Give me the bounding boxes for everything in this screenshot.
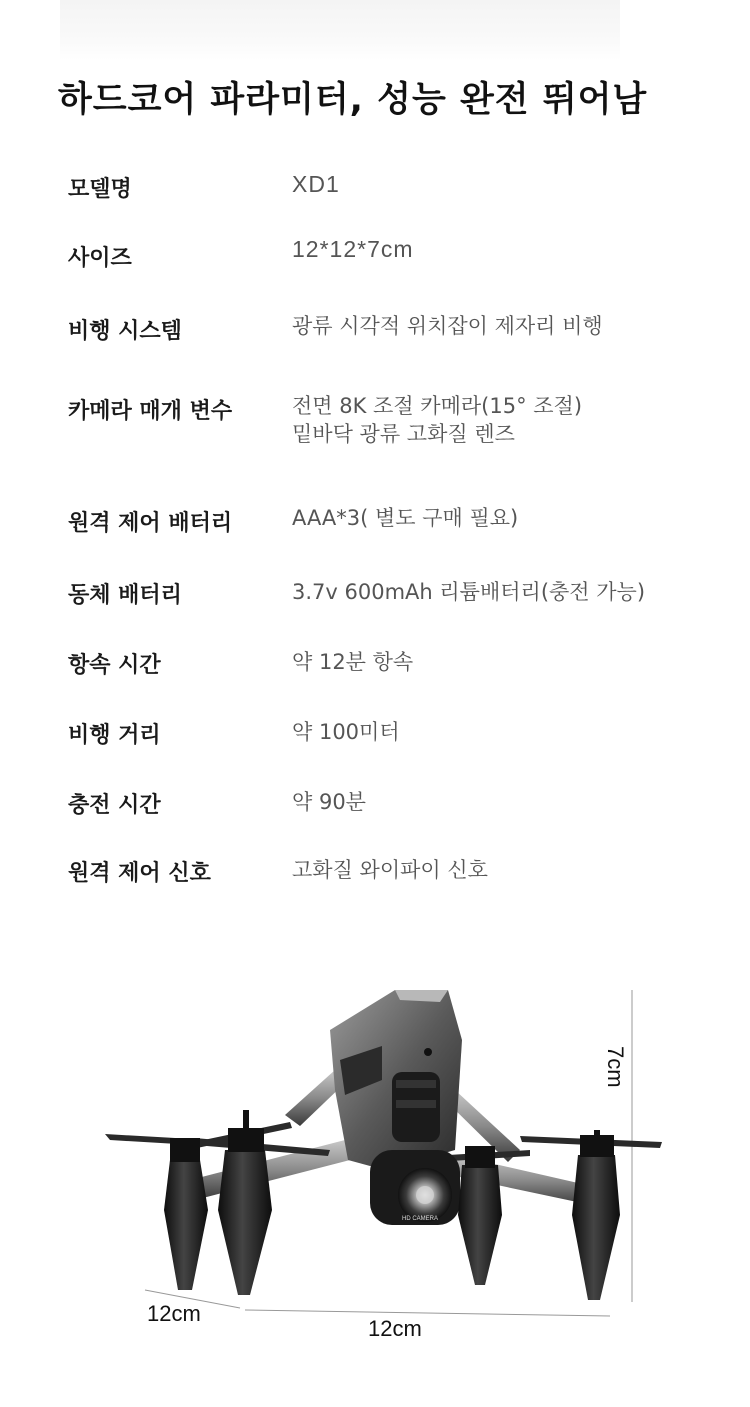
spec-value: 약 100미터: [292, 720, 400, 744]
spec-label: 원격 제어 신호: [68, 861, 211, 886]
top-fade-strip: [60, 0, 620, 60]
spec-label: 충전 시간: [68, 793, 161, 818]
spec-value: 광류 시각적 위치잡이 제자리 비행: [292, 314, 603, 338]
camera-label: HD CAMERA: [402, 1216, 439, 1222]
spec-label: 사이즈: [68, 246, 132, 271]
spec-value: 전면 8K 조절 카메라(15° 조절): [292, 394, 583, 418]
spec-value: AAA*3( 별도 구매 필요): [292, 506, 519, 530]
spec-label: 모델명: [68, 177, 132, 202]
spec-value: 약 90분: [292, 790, 366, 814]
width-dimension-label-left: 12cm: [147, 1301, 201, 1326]
spec-label: 동체 배터리: [68, 583, 182, 608]
spec-value: 12*12*7cm: [292, 236, 414, 262]
page-title: 하드코어 파라미터, 성능 완전 뛰어남: [58, 80, 648, 120]
spec-value: 3.7v 600mAh 리튬배터리(충전 가능): [292, 580, 646, 604]
spec-value: XD1: [292, 171, 340, 197]
spec-value-line2: 밑바닥 광류 고화질 렌즈: [292, 422, 515, 446]
spec-label: 카메라 매개 변수: [68, 399, 233, 424]
spec-label: 항속 시간: [68, 653, 161, 678]
spec-label: 원격 제어 배터리: [68, 511, 233, 536]
width-dimension-label-bottom: 12cm: [368, 1316, 422, 1341]
spec-label: 비행 거리: [68, 723, 161, 748]
spec-label: 비행 시스템: [68, 319, 182, 344]
spec-value: 고화질 와이파이 신호: [292, 858, 488, 882]
spec-value: 약 12분 항속: [292, 650, 414, 674]
height-dimension-label: 7cm: [603, 1046, 628, 1088]
